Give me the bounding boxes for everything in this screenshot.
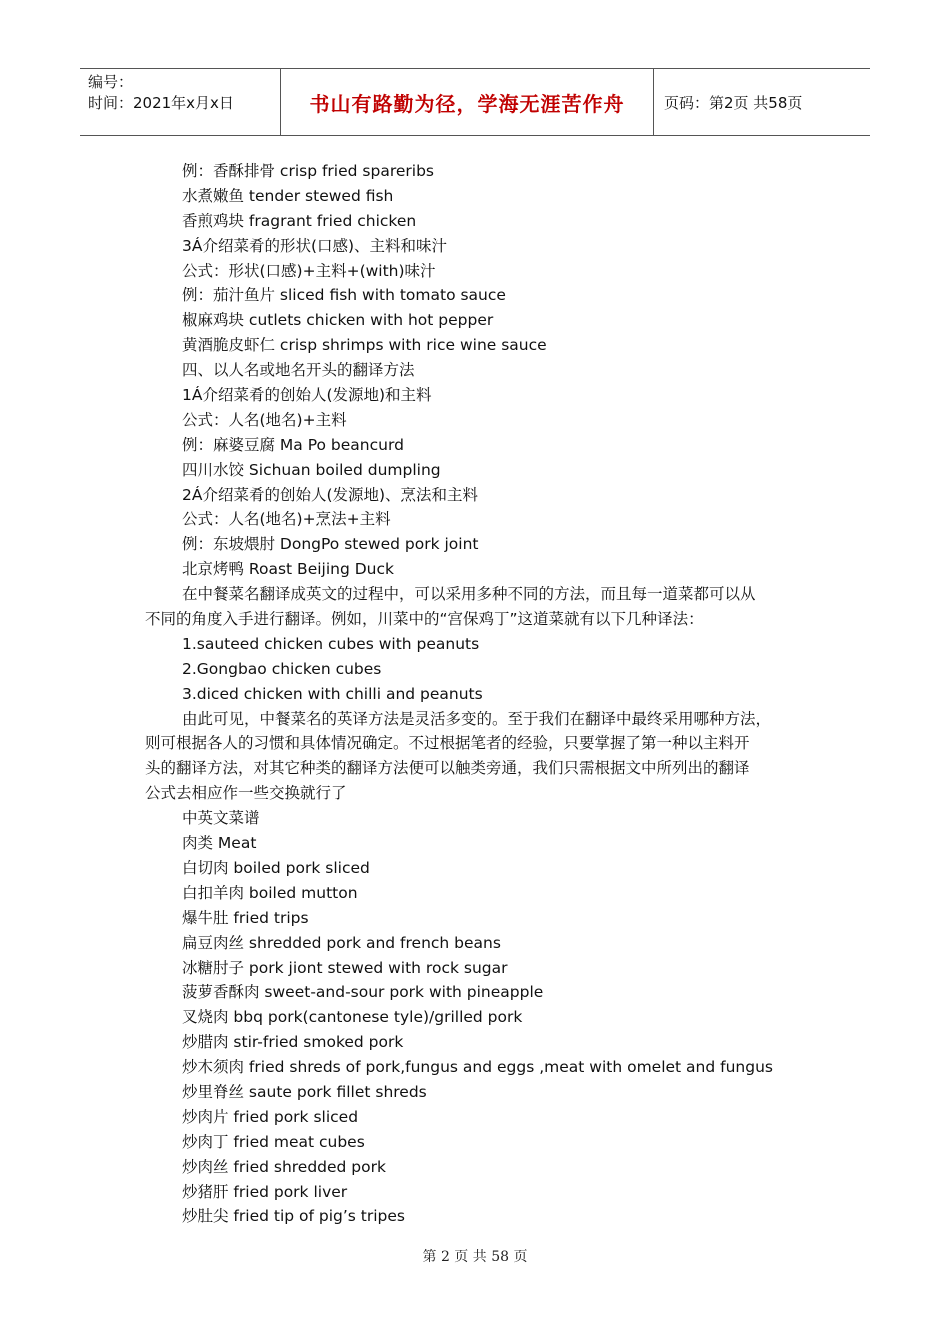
text-line: 黄酒脆皮虾仁 crisp shrimps with rice wine sauce bbox=[182, 336, 547, 355]
text-line: 1.sauteed chicken cubes with peanuts bbox=[182, 634, 480, 653]
text-line: 四、以人名或地名开头的翻译方法 bbox=[182, 361, 415, 380]
header-motto: 书山有路勤为径，学海无涯苦作舟 bbox=[309, 91, 625, 116]
text-line: 公式：人名(地名)+主料 bbox=[182, 410, 347, 429]
text-line: 肉类 Meat bbox=[182, 834, 257, 853]
page-header bbox=[80, 68, 870, 136]
text-line: 公式：形状(口感)+主料+(with)味汁 bbox=[182, 261, 436, 280]
text-line: 例：东坡煨肘 DongPo stewed pork joint bbox=[182, 535, 479, 554]
text-line: 公式去相应作一些交换就行了 bbox=[145, 784, 347, 803]
header-page-info: 页码：第2页 共58页 bbox=[664, 93, 803, 112]
text-line: 炒里脊丝 saute pork fillet shreds bbox=[182, 1082, 427, 1101]
text-line: 炒肉片 fried pork sliced bbox=[182, 1107, 359, 1126]
text-line: 例：香酥排骨 crisp fried spareribs bbox=[182, 162, 434, 180]
text-line: 冰糖肘子 pork jiont stewed with rock sugar bbox=[182, 958, 508, 977]
text-line: 爆牛肚 fried trips bbox=[182, 908, 309, 927]
text-line: 炒肉丁 fried meat cubes bbox=[182, 1132, 365, 1151]
header-page-cell bbox=[654, 69, 870, 135]
document-number-label: 编号： bbox=[88, 73, 134, 91]
text-line: 叉烧肉 bbq pork(cantonese tyle)/grilled pork bbox=[182, 1008, 523, 1027]
text-line: 2.Gongbao chicken cubes bbox=[182, 659, 382, 678]
text-line: 炒腊肉 stir-fried smoked pork bbox=[182, 1033, 404, 1052]
text-line: 头的翻译方法，对其它种类的翻译方法便可以触类旁通，我们只需根据文中所列出的翻译 bbox=[145, 759, 750, 778]
text-line: 水煮嫩鱼 tender stewed fish bbox=[182, 186, 394, 205]
text-line: 不同的角度入手进行翻译。例如，川菜中的“宫保鸡丁”这道菜就有以下几种译法： bbox=[145, 610, 704, 629]
text-line: 四川水饺 Sichuan boiled dumpling bbox=[182, 460, 441, 479]
document-date-label: 时间：2021年x月x日 bbox=[88, 94, 234, 112]
text-line: 公式：人名(地名)+烹法+主料 bbox=[182, 510, 391, 529]
text-line: 3.diced chicken with chilli and peanuts bbox=[182, 684, 483, 703]
text-line: 香煎鸡块 fragrant fried chicken bbox=[182, 211, 417, 230]
text-line: 北京烤鸭 Roast Beijing Duck bbox=[182, 560, 394, 579]
text-line: 白切肉 boiled pork sliced bbox=[182, 858, 370, 877]
text-line: 扁豆肉丝 shredded pork and french beans bbox=[182, 933, 501, 952]
text-line: 菠萝香酥肉 sweet-and-sour pork with pineapple bbox=[182, 983, 544, 1002]
text-line: 白扣羊肉 boiled mutton bbox=[182, 883, 358, 902]
text-line: 由此可见，中餐菜名的英译方法是灵活多变的。至于我们在翻译中最终采用哪种方法， bbox=[182, 709, 772, 728]
text-line: 2Á介绍菜肴的创始人(发源地)、烹法和主料 bbox=[182, 485, 479, 504]
text-line: 炒猪肝 fried pork liver bbox=[182, 1182, 348, 1201]
text-line: 在中餐菜名翻译成英文的过程中，可以采用多种不同的方法，而且每一道菜都可以从 bbox=[182, 585, 756, 604]
text-line: 则可根据各人的习惯和具体情况确定。不过根据笔者的经验，只要掌握了第一种以主料开 bbox=[145, 734, 750, 753]
document-body bbox=[145, 159, 815, 1229]
text-line: 例：茄汁鱼片 sliced fish with tomato sauce bbox=[182, 286, 506, 305]
text-line: 椒麻鸡块 cutlets chicken with hot pepper bbox=[182, 311, 494, 330]
text-line: 例：麻婆豆腐 Ma Po beancurd bbox=[182, 435, 404, 454]
text-line: 炒木须肉 fried shreds of pork,fungus and eggs ,meat with omelet and fungus bbox=[182, 1058, 773, 1077]
text-line: 1Á介绍菜肴的创始人(发源地)和主料 bbox=[182, 386, 432, 405]
text-line: 炒肉丝 fried shredded pork bbox=[182, 1157, 386, 1176]
text-line: 中英文菜谱 bbox=[182, 809, 260, 828]
page-footer: 第 2 页 共 58 页 bbox=[422, 1249, 528, 1265]
header-motto-cell bbox=[281, 69, 654, 135]
text-line: 3Á介绍菜肴的形状(口感)、主料和味汁 bbox=[182, 236, 448, 255]
header-info-cell bbox=[80, 69, 281, 135]
text-line: 炒肚尖 fried tip of pig’s tripes bbox=[182, 1207, 406, 1226]
